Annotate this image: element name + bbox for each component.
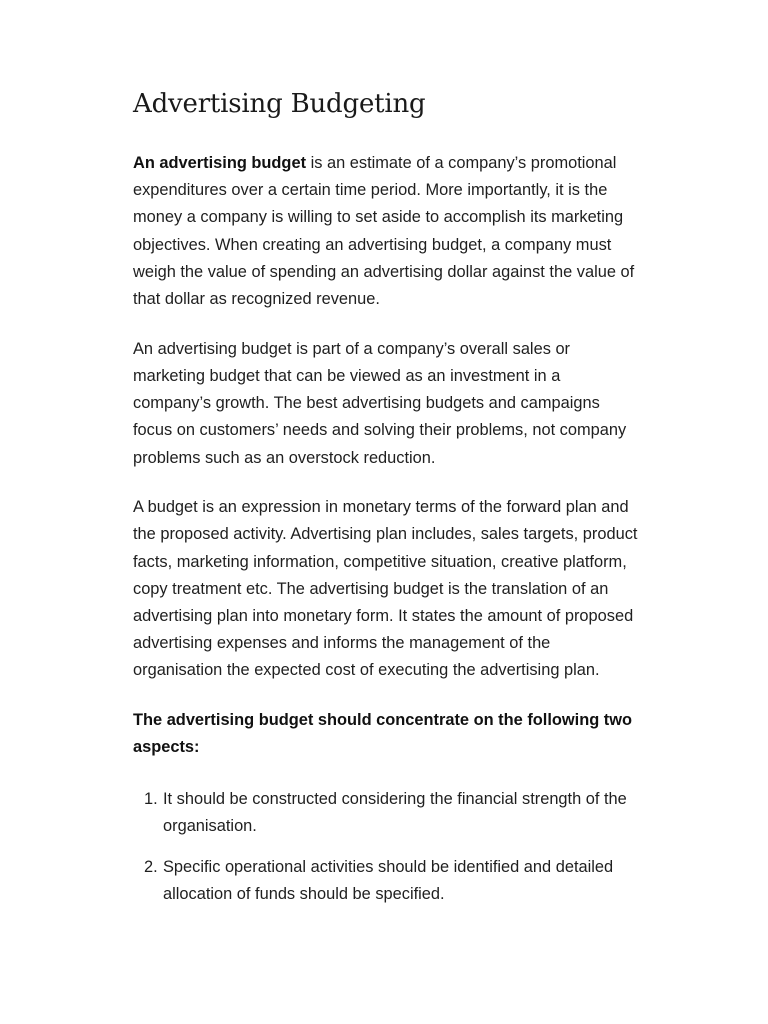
list-item: [133, 786, 638, 840]
definition-text: is an estimate of a company’s promotional expenditures over a certain time period. More importantly, it is the money a company is willing to set aside to accomplish its marketing objectives. When creating an advertising budget, a company must weigh the value of spending an advertising dollar against the value of that dollar as recognized revenue.: [133, 154, 635, 309]
list-item-number: 2.: [144, 857, 158, 876]
page-title: Advertising Budgeting: [133, 89, 426, 119]
definition-term: An advertising budget: [133, 154, 307, 172]
paragraph-definition: [133, 150, 638, 313]
list-item-number: 1.: [144, 789, 158, 808]
list-item: [133, 854, 638, 908]
list-item-text: It should be constructed considering the financial strength of the organisation.: [163, 789, 627, 835]
aspects-list: [133, 786, 638, 909]
list-item-text: Specific operational activities should be identified and detailed allocation of funds should be specified.: [163, 857, 614, 904]
paragraph-monetary-plan: A budget is an expression in monetary terms of the forward plan and the proposed activity. Advertising plan includes, sales targets, product facts, marketing information, competitive situation, creative platform, copy treatment etc. The advertising budget is the translation of an advertising plan into monetary form. It states the amount of proposed advertising expenses and informs the management of the organisation the expected cost of executing the advertising plan.: [133, 498, 638, 680]
paragraph-investment: An advertising budget is part of a company’s overall sales or marketing budget that can be viewed as an investment in a company’s growth. The best advertising budgets and campaigns focus on customers’ needs and solving their problems, not company problems such as an overstock reduction.: [133, 339, 627, 467]
article-body: [133, 84, 638, 922]
aspects-heading: The advertising budget should concentrate on the following two aspects:: [133, 711, 633, 757]
